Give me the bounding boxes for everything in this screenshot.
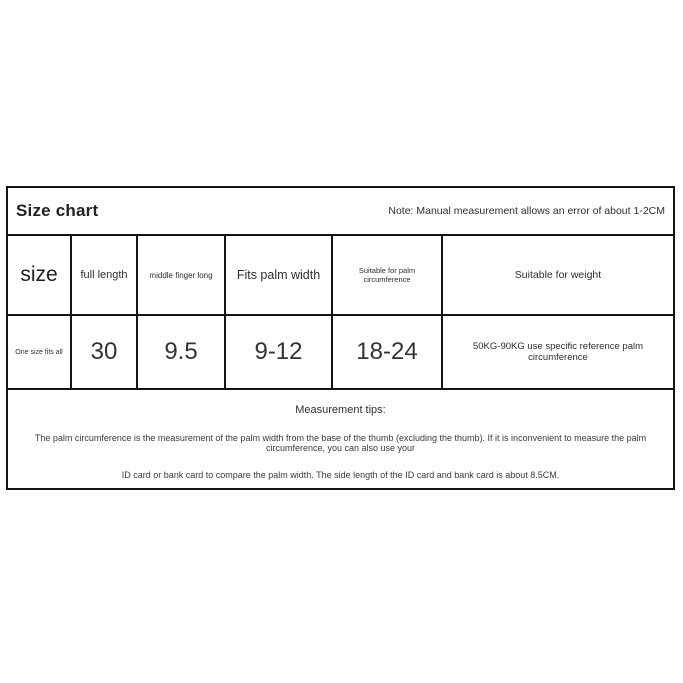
- tips-line-2: ID card or bank card to compare the palm width. The side length of the ID card and bank card is about 8.5CM.: [121, 470, 560, 480]
- measurement-tips-section: [8, 390, 673, 488]
- cell-palm-circumference-value: 18-24: [333, 316, 443, 388]
- table-title-row: [8, 188, 673, 236]
- col-header-full-length: full length: [72, 236, 138, 314]
- cell-middle-finger-value: 9.5: [138, 316, 226, 388]
- table-title: Size chart: [16, 201, 99, 220]
- col-header-fits-palm-width: Fits palm width: [226, 236, 333, 314]
- tips-title: Measurement tips:: [295, 404, 386, 416]
- cell-weight-value: 50KG-90KG use specific reference palm circumference: [472, 341, 644, 363]
- size-chart-table: [6, 186, 675, 490]
- col-header-middle-finger-long: middle finger long: [138, 236, 226, 314]
- table-header-row: [8, 236, 673, 316]
- col-header-size: size: [8, 236, 72, 314]
- col-header-palm-circumference: Suitable for palm circumference: [333, 236, 443, 314]
- cell-palm-width-value: 9-12: [226, 316, 333, 388]
- col-header-suitable-weight: Suitable for weight: [514, 269, 602, 281]
- cell-full-length-value: 30: [72, 316, 138, 388]
- table-data-row: [8, 316, 673, 390]
- measurement-note: Note: Manual measurement allows an error of about 1-2CM: [388, 205, 665, 217]
- tips-line-1: The palm circumference is the measurement of the palm width from the base of the thumb (excluding the thumb). If it is inconvenient to measure the palm circumference, you can also use your: [34, 433, 647, 453]
- cell-size-value: One size fits all: [8, 316, 72, 388]
